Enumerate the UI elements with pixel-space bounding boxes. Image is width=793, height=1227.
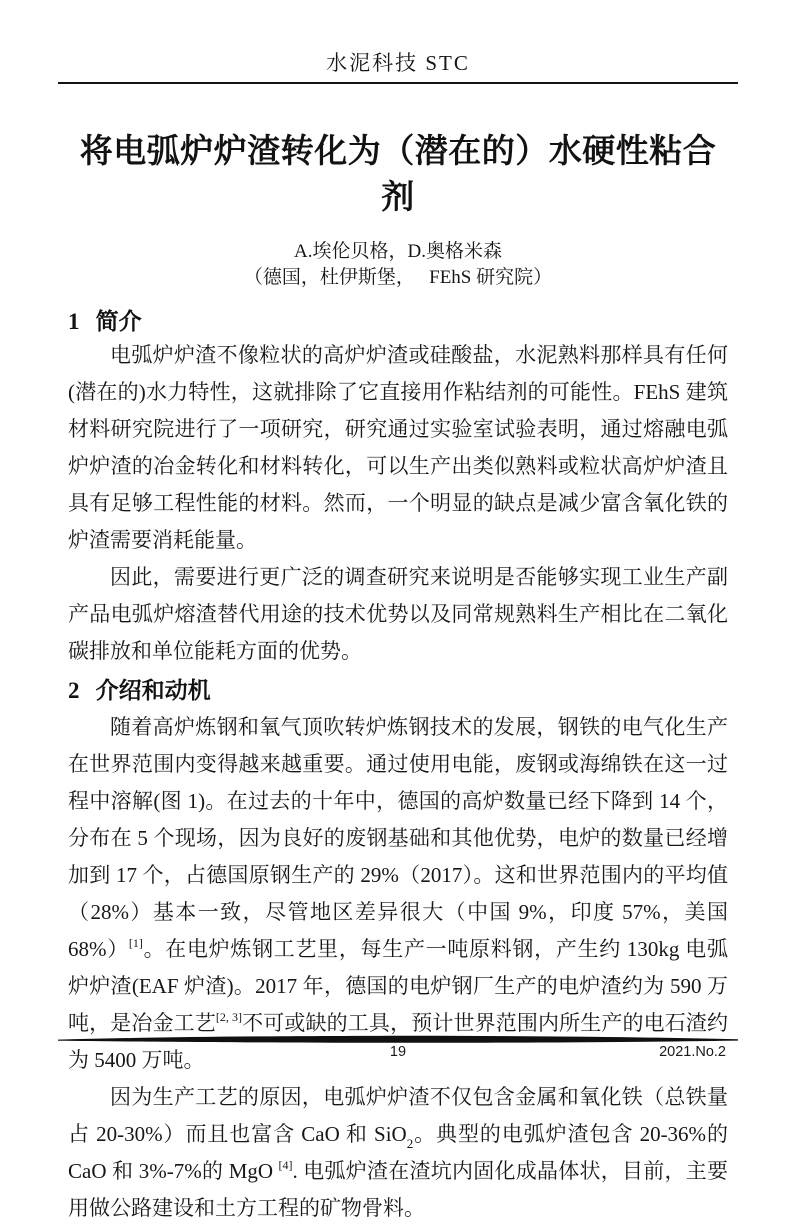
section-heading xyxy=(68,674,728,707)
reference-marker: [2, 3] xyxy=(215,1010,243,1024)
paragraph xyxy=(68,559,728,670)
issue-label: 2021.No.2 xyxy=(659,1044,726,1060)
paragraph-text: 。在电炉炼钢工艺里，每生产一吨原料钢，产生约 130kg 电弧炉炉渣(EAF 炉渣)。2017 年，德国的电炉钢厂生产的电炉渣约为 590 万吨，是冶金工艺 xyxy=(68,937,728,1035)
page-footer xyxy=(68,1035,728,1064)
article-title: 将电弧炉炉渣转化为（潜在的）水硬性粘合剂 xyxy=(79,132,717,215)
paragraph xyxy=(68,709,728,1079)
footer-meta xyxy=(68,1044,728,1064)
header-rule xyxy=(58,82,738,84)
chemical-subscript: 2 xyxy=(406,1136,414,1152)
section-number: 1 xyxy=(68,309,80,334)
journal-header: 水泥科技 STC xyxy=(326,51,470,75)
paragraph-text: . 电弧炉渣在渣坑内固化成晶体状，目前，主要用做公路建设和土方工程的矿物骨料。 xyxy=(68,1159,728,1220)
section-number: 2 xyxy=(68,678,80,703)
paragraph-text: 不可或缺的工具，预计世界范围内所生产的电石渣约为 5400 万吨。 xyxy=(68,1011,728,1072)
footer-rule xyxy=(58,1035,738,1043)
section-motivation xyxy=(68,674,728,1227)
reference-marker: [1] xyxy=(128,936,143,950)
section-title: 简介 xyxy=(95,308,142,334)
section-introduction xyxy=(68,306,728,670)
page-number: 19 xyxy=(389,1044,407,1060)
affiliation-line: （德国，杜伊斯堡， FEhS 研究院） xyxy=(243,267,553,288)
reference-marker: [4] xyxy=(278,1158,293,1172)
paragraph-text: 因此，需要进行更广泛的调查研究来说明是否能够实现工业生产副产品电弧炉熔渣替代用途的技术优势以及同常规熟料生产相比在二氧化碳排放和单位能耗方面的优势。 xyxy=(68,565,728,663)
paragraph-text: 电弧炉炉渣不像粒状的高炉炉渣或硅酸盐，水泥熟料那样具有任何(潜在的)水力特性，这就排除了它直接用作粘结剂的可能性。FEhS 建筑材料研究院进行了一项研究，研究通过实验室试验表明，通过熔融电弧炉炉渣的冶金转化和材料转化，可以生产出类似熟料或粒状高炉炉渣且具有足够工程性能的材料。然而，一个明显的缺点是减少富含氧化铁的炉渣需要消耗能量。 xyxy=(68,343,728,552)
paragraph xyxy=(68,1079,728,1227)
authors-line: A.埃伦贝格，D.奥格米森 xyxy=(294,241,502,262)
section-title: 介绍和动机 xyxy=(95,677,211,703)
paragraph-text: 因为生产工艺的原因，电弧炉炉渣不仅包含金属和氧化铁（总铁量占 20-30%）而且也富含 CaO 和 SiO xyxy=(68,1085,728,1146)
paragraph-text: 。典型的电弧炉渣包含 20-36%的 CaO 和 3%-7%的 MgO xyxy=(68,1122,728,1183)
paragraph xyxy=(68,337,728,559)
paragraph-text: 随着高炉炼钢和氧气顶吹转炉炼钢技术的发展，钢铁的电气化生产在世界范围内变得越来越重要。通过使用电能，废钢或海绵铁在这一过程中溶解(图 1)。在过去的十年中，德国的高炉数量已经下降到 14 个，分布在 5 个现场，因为良好的废钢基础和其他优势，电炉的数量已经增加到 17 个，占德国原钢生产的 29%（2017）。这和世界范围内的平均值（28%）基本一致，尽管地区差异很大（中国 9%，印度 57%，美国 68%） xyxy=(68,715,728,961)
section-heading xyxy=(68,306,728,337)
